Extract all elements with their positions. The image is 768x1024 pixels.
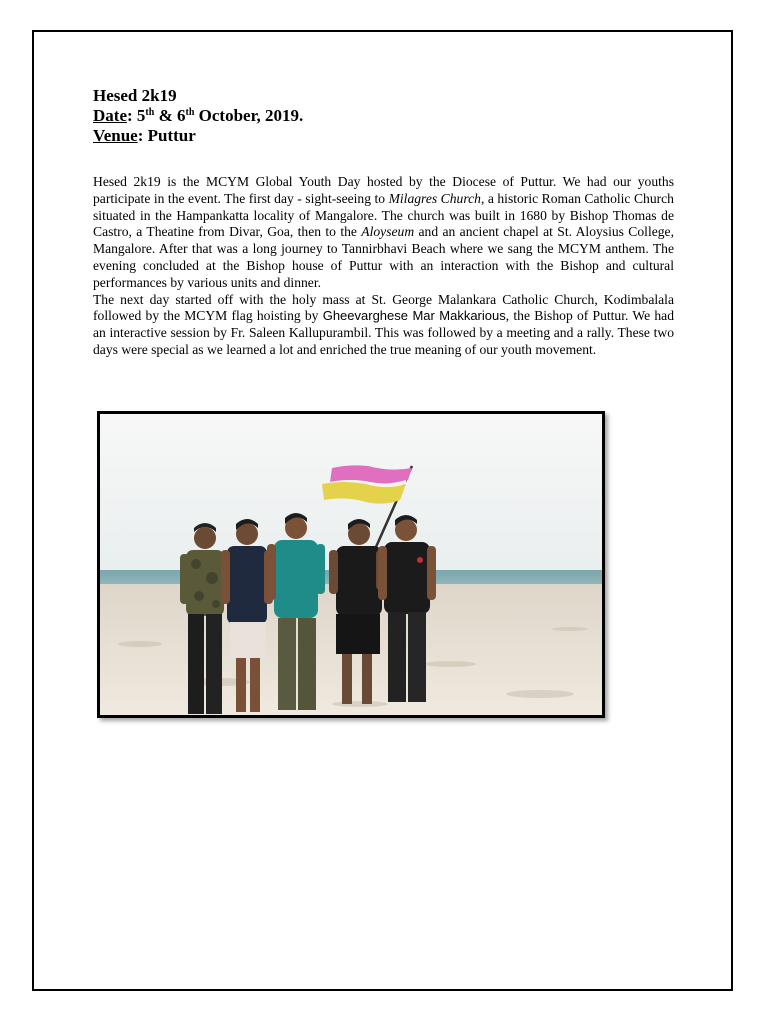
milagres-church-name: Milagres Church — [388, 190, 481, 206]
paragraph-day-two: The next day started off with the holy mass at St. George Malankara Catholic Church, Kodimbalala followed by the MCYM flag hoisting by Gheevarghese Mar Makkarious, the Bishop of Puttur. We had an interactive session by Fr. Saleen Kallupurambil. This was followed by a meeting and a rally. These two days were special as we learned a lot and enriched the true meaning of our youth movement. — [93, 291, 675, 357]
group-photo — [97, 411, 605, 718]
report-body — [93, 174, 674, 359]
event-venue — [93, 126, 303, 146]
event-date: Date: 5th & 6th October, 2019. — [93, 106, 304, 125]
aloyseum-name: Aloyseum — [361, 224, 415, 240]
paragraph-day-one: Hesed 2k19 is the MCYM Global Youth Day hosted by the Diocese of Puttur. We had our youths participate in the event. The first day - sight-seeing to Milagres Church, a historic Roman Catholic Church situated in the Hampankatta locality of Mangalore. The church was built in 1680 by Bishop Thomas de Castro, a Theatine from Divar, Goa, then to the Aloyseum and an ancient chapel at St. Aloysius College, Mangalore. After that was a long journey to Tannirbhavi Beach where we sang the MCYM anthem. The evening concluded at the Bishop house of Puttur with an interaction with the Bishop and cultural performances by various units and dinner. — [93, 174, 674, 290]
document-header — [93, 86, 303, 146]
event-title: Hesed 2k19 — [93, 86, 177, 105]
date-label: Date — [93, 106, 127, 125]
venue-value: : Puttur — [137, 126, 196, 145]
bishop-name: Gheevarghese Mar Makkarious — [322, 308, 506, 324]
beach-group-photo-illustration — [100, 414, 602, 715]
venue-label: Venue — [93, 126, 138, 145]
